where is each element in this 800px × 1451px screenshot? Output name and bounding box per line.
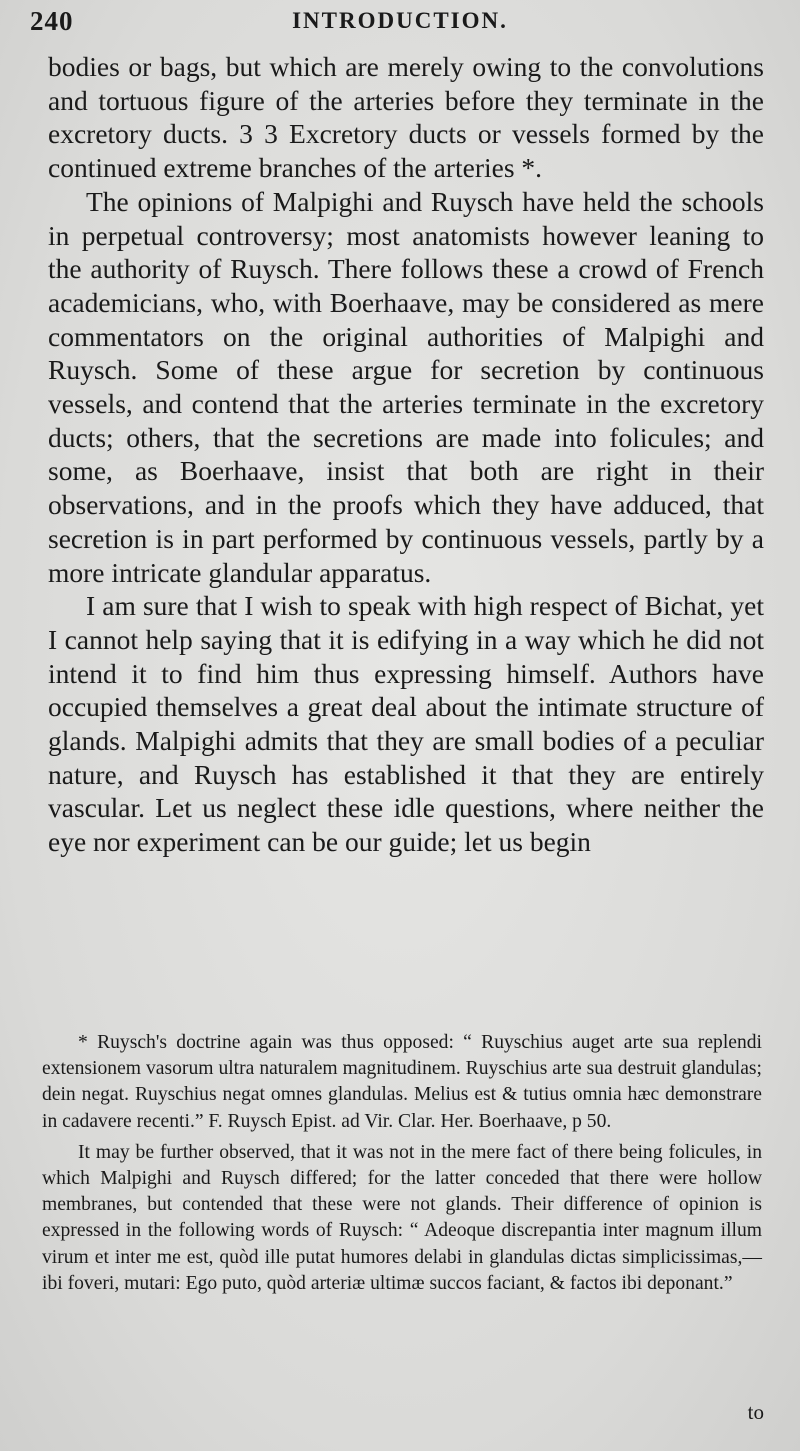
footnote: * Ruysch's doctrine again was thus opposed: “ Ruyschius auget arte sua replendi extensionem vasorum ultra naturalem magnitudinem. Ruyschius arte sua destruit glandulas; dein negat. Ruyschius negat omnes glandulas. Melius est & tutius omnia hæc demonstrare in cadavere recenti.” F. Ruysch Epist. ad Vir. Clar. Her. Boerhaave, p 50. [42,1032,762,1132]
running-title: INTRODUCTION. [292,8,508,33]
running-head [24,4,776,44]
catchword: to [747,1400,764,1424]
page-number: 240 [30,6,74,36]
paragraph: The opinions of Malpighi and Ruysch have held the schools in perpetual controversy; most anatomists however leaning to the authority of Ruysch. There follows these a crowd of French academicians, who, with Boerhaave, may be considered as mere commentators on the original authorities of Malpighi and Ruysch. Some of these argue for secretion by continuous vessels, and contend that the arteries terminate in the excretory ducts; others, that the secretions are made into folicules; and some, as Boerhaave, insist that both are right in their observations, and in the proofs which they have adduced, that secretion is in part performed by continuous vessels, partly by a more intricate glandular apparatus. [48,185,764,588]
paragraph: bodies or bags, but which are merely owing to the convolutions and tortuous figure of the arteries before they terminate in the excretory ducts. 3 3 Excretory ducts or vessels formed by the continued extreme branches of the arteries *. [48,51,764,184]
paragraph: I am sure that I wish to speak with high respect of Bichat, yet I cannot help saying that it is edifying in a way which he did not intend it to find him thus expressing himself. Authors have occupied themselves a great deal about the intimate structure of glands. Malpighi admits that they are small bodies of a peculiar nature, and Ruysch has established it that they are entirely vascular. Let us neglect these idle questions, where neither the eye nor experiment can be our guide; let us begin [48,590,764,858]
footnotes [42,1030,762,1297]
footnote: It may be further observed, that it was not in the mere fact of there being folicules, in which Malpighi and Ruysch differed; for the latter conceded that there were hollow membranes, but contended that these were not glands. Their difference of opinion is expressed in the following words of Ruysch: “ Adeoque discrepantia inter magnum illum virum et inter me est, quòd ille putat humores delabi in glandulas dictas simplicissimas,—ibi foveri, mutari: Ego puto, quòd arteriæ ultimæ succos faciant, & factos ibi deponant.” [42,1141,762,1294]
main-text [48,50,764,859]
